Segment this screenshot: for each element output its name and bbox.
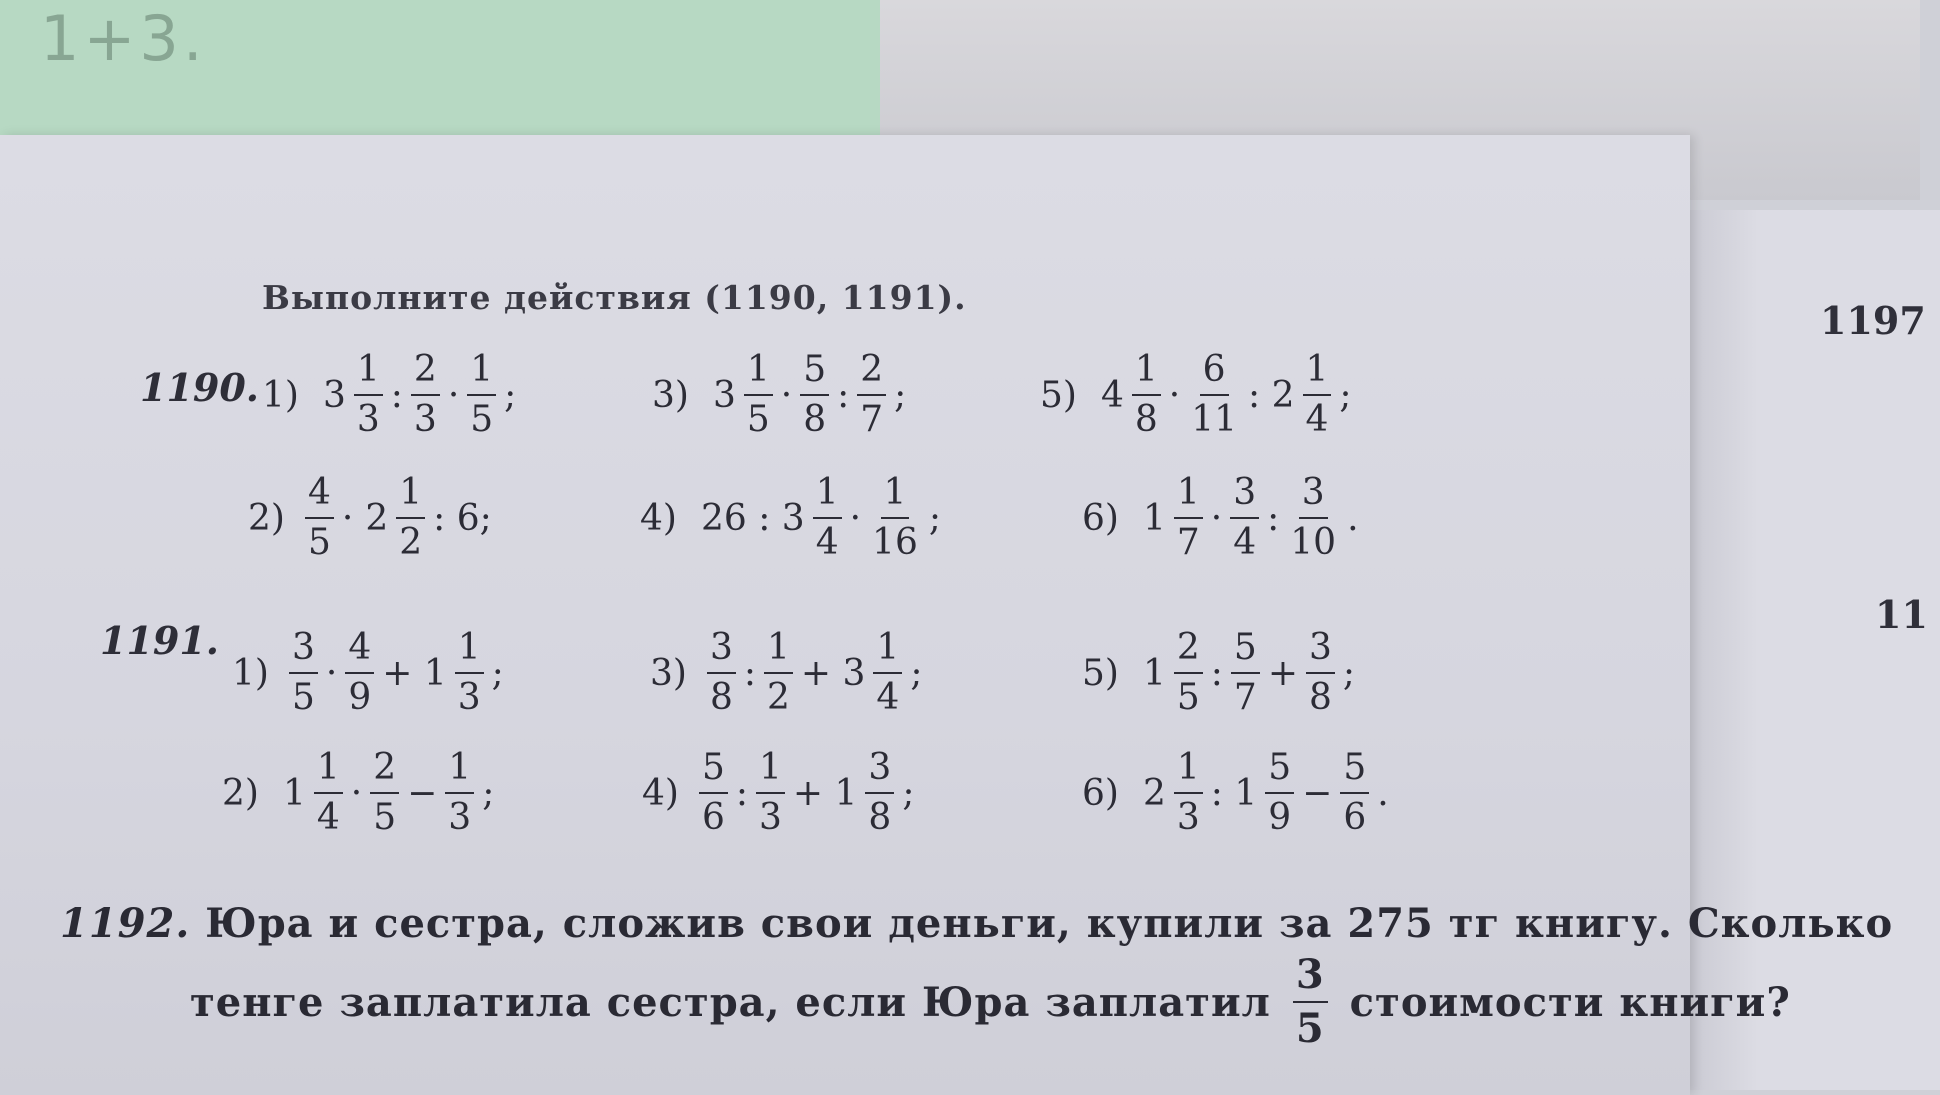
fraction-denominator: 3 bbox=[759, 797, 782, 838]
fraction-denominator: 11 bbox=[1191, 399, 1238, 440]
expr-1190-2 bbox=[248, 472, 498, 563]
fraction bbox=[1174, 747, 1203, 838]
fraction bbox=[445, 747, 474, 838]
fraction-numerator: 3 bbox=[289, 630, 318, 674]
expr-1190-4 bbox=[640, 472, 947, 563]
expression-term: + 1 bbox=[792, 772, 858, 814]
fraction-denominator: 4 bbox=[1305, 399, 1329, 440]
edge-number-1197: 1197 bbox=[1820, 298, 1926, 343]
item-label: 6) bbox=[1082, 497, 1119, 539]
fraction-numerator: 4 bbox=[345, 630, 374, 674]
expression-term: − bbox=[407, 772, 438, 814]
fraction bbox=[865, 747, 894, 838]
expression-term: 2 bbox=[365, 497, 389, 539]
expression-term: ; bbox=[910, 652, 923, 694]
expression-term: ; bbox=[504, 374, 517, 416]
expression-term: − bbox=[1302, 772, 1333, 814]
fraction-numerator: 1 bbox=[756, 750, 785, 794]
fraction bbox=[764, 627, 793, 718]
expr-1191-1 bbox=[232, 627, 510, 718]
expression-term: : bbox=[390, 374, 403, 416]
expr-1191-6 bbox=[1082, 747, 1395, 838]
expression-term: ; bbox=[902, 772, 915, 814]
expr-1191-4 bbox=[642, 747, 920, 838]
item-label: 3) bbox=[650, 652, 687, 694]
fraction-numerator: 1 bbox=[445, 750, 474, 794]
expression-term: + bbox=[1267, 652, 1298, 694]
expression-term: · bbox=[447, 374, 460, 416]
fraction-denominator: 7 bbox=[1233, 677, 1257, 718]
fraction bbox=[1340, 747, 1369, 838]
fraction-denominator: 9 bbox=[1268, 797, 1292, 838]
expr-1190-3 bbox=[652, 349, 912, 440]
fraction bbox=[345, 627, 374, 718]
expression-term: : 2 bbox=[1248, 374, 1295, 416]
expression-term: . bbox=[1347, 497, 1359, 539]
expression-term: · bbox=[849, 497, 862, 539]
fraction-numerator: 3 bbox=[1299, 475, 1328, 519]
fraction-denominator: 4 bbox=[815, 522, 839, 563]
fraction-denominator: 8 bbox=[709, 677, 733, 718]
fraction-numerator: 3 bbox=[707, 630, 736, 674]
fraction-numerator: 1 bbox=[744, 352, 773, 396]
expression-term: ; bbox=[1339, 374, 1352, 416]
fraction-numerator: 1 bbox=[396, 475, 425, 519]
expression-term: : 6; bbox=[433, 497, 492, 539]
fraction-numerator: 1 bbox=[455, 630, 484, 674]
expression-term: · bbox=[1210, 497, 1223, 539]
fraction-numerator: 5 bbox=[800, 352, 829, 396]
fraction-denominator: 5 bbox=[1176, 677, 1200, 718]
expression-term: 26 : 3 bbox=[700, 497, 805, 539]
section-heading: Выполните действия (1190, 1191). bbox=[262, 278, 967, 317]
fraction-denominator: 9 bbox=[348, 677, 372, 718]
fraction-denominator: 3 bbox=[413, 399, 437, 440]
expression-term: · bbox=[1168, 374, 1181, 416]
fraction-denominator: 7 bbox=[1176, 522, 1200, 563]
item-label: 2) bbox=[248, 497, 285, 539]
fraction bbox=[1132, 349, 1161, 440]
fraction-numerator: 1 bbox=[354, 352, 383, 396]
item-label: 5) bbox=[1040, 374, 1077, 416]
problem-1192-fraction bbox=[1293, 951, 1328, 1052]
item-label: 2) bbox=[222, 772, 259, 814]
fraction-denominator: 7 bbox=[860, 399, 884, 440]
expression-term: : bbox=[1267, 497, 1280, 539]
fraction-denominator: 6 bbox=[701, 797, 725, 838]
problem-1192-text-1: Юра и сестра, сложив свои деньги, купили за 275 тг книгу. Сколько bbox=[205, 900, 1894, 947]
fraction bbox=[305, 472, 334, 563]
fraction-numerator: 2 bbox=[857, 352, 886, 396]
fraction-denominator: 8 bbox=[803, 399, 827, 440]
fraction bbox=[411, 349, 440, 440]
item-label: 1) bbox=[232, 652, 269, 694]
fraction-denominator: 3 bbox=[457, 677, 481, 718]
fraction-denominator: 2 bbox=[399, 522, 423, 563]
fraction bbox=[1287, 472, 1339, 563]
problem-1191-number: 1191. bbox=[100, 618, 219, 663]
fraction-numerator: 2 bbox=[411, 352, 440, 396]
fraction-numerator: 2 bbox=[1174, 630, 1203, 674]
expression-term: : bbox=[735, 772, 748, 814]
fraction-denominator: 6 bbox=[1343, 797, 1367, 838]
fraction-numerator: 1 bbox=[467, 352, 496, 396]
fraction-denominator: 4 bbox=[876, 677, 900, 718]
expression-term: + 3 bbox=[800, 652, 866, 694]
fraction bbox=[314, 747, 343, 838]
item-label: 5) bbox=[1082, 652, 1119, 694]
expr-1190-6 bbox=[1082, 472, 1365, 563]
fraction-denominator: 8 bbox=[1308, 677, 1332, 718]
fraction bbox=[467, 349, 496, 440]
edge-number-11: 11 bbox=[1875, 592, 1928, 637]
expression-term: 3 bbox=[712, 374, 736, 416]
expr-1190-5 bbox=[1040, 349, 1358, 440]
problem-1192-text-2b: стоимости книги? bbox=[1349, 978, 1791, 1026]
item-label: 3) bbox=[652, 374, 689, 416]
fraction bbox=[744, 349, 773, 440]
fraction-denominator: 2 bbox=[767, 677, 790, 718]
expr-1191-2 bbox=[222, 747, 500, 838]
expression-term: 2 bbox=[1142, 772, 1166, 814]
fraction-numerator: 1 bbox=[1174, 750, 1203, 794]
expression-term: ; bbox=[894, 374, 907, 416]
fraction bbox=[707, 627, 736, 718]
fraction-denominator: 5 bbox=[307, 522, 331, 563]
fraction bbox=[396, 472, 425, 563]
fraction-numerator: 5 bbox=[699, 750, 728, 794]
fraction-numerator: 1 bbox=[873, 630, 902, 674]
item-label: 4) bbox=[642, 772, 679, 814]
expr-1190-1 bbox=[262, 349, 522, 440]
fraction-denominator: 10 bbox=[1290, 522, 1337, 563]
problem-1192-line2 bbox=[190, 951, 1791, 1052]
fraction-numerator: 1 bbox=[813, 475, 842, 519]
fraction bbox=[813, 472, 842, 563]
fraction-denominator: 3 bbox=[356, 399, 380, 440]
fraction-numerator: 3 bbox=[1293, 955, 1328, 1003]
problem-1192-text-2a: тенге заплатила сестра, если Юра заплатил bbox=[190, 978, 1271, 1026]
item-label: 1) bbox=[262, 374, 299, 416]
handwritten-note: 1+3. bbox=[40, 2, 207, 75]
fraction bbox=[857, 349, 886, 440]
expression-term: · bbox=[325, 652, 338, 694]
fraction bbox=[699, 747, 728, 838]
fraction-numerator: 6 bbox=[1200, 352, 1229, 396]
fraction bbox=[1188, 349, 1240, 440]
fraction-denominator: 4 bbox=[1233, 522, 1257, 563]
fraction bbox=[354, 349, 383, 440]
fraction-denominator: 16 bbox=[872, 522, 918, 563]
fraction bbox=[756, 747, 785, 838]
fraction bbox=[869, 472, 921, 563]
expression-term: : bbox=[837, 374, 850, 416]
expression-term: ; bbox=[491, 652, 504, 694]
fraction bbox=[1303, 349, 1332, 440]
expression-term: : bbox=[743, 652, 756, 694]
fraction bbox=[800, 349, 829, 440]
fraction-denominator: 3 bbox=[448, 797, 472, 838]
problem-1192-number: 1192. bbox=[60, 900, 191, 947]
fraction-denominator: 5 bbox=[1295, 1005, 1325, 1052]
fraction-denominator: 8 bbox=[868, 797, 892, 838]
fraction bbox=[1174, 472, 1203, 563]
fraction bbox=[1306, 627, 1335, 718]
expression-term: 4 bbox=[1100, 374, 1124, 416]
fraction-denominator: 4 bbox=[316, 797, 340, 838]
fraction-denominator: 5 bbox=[470, 399, 494, 440]
fraction bbox=[1230, 472, 1259, 563]
fraction-denominator: 5 bbox=[291, 677, 315, 718]
expression-term: · bbox=[350, 772, 363, 814]
fraction-denominator: 8 bbox=[1134, 399, 1158, 440]
expression-term: : bbox=[1210, 652, 1223, 694]
fraction bbox=[370, 747, 399, 838]
expr-1191-5 bbox=[1082, 627, 1361, 718]
fraction-numerator: 1 bbox=[881, 475, 910, 519]
fraction bbox=[1231, 627, 1260, 718]
problem-1190-number: 1190. bbox=[140, 365, 259, 410]
fraction-numerator: 5 bbox=[1231, 630, 1260, 674]
fraction-denominator: 5 bbox=[746, 399, 770, 440]
expression-term: · bbox=[341, 497, 354, 539]
fraction bbox=[873, 627, 902, 718]
expression-term: . bbox=[1377, 772, 1389, 814]
expression-term: ; bbox=[1342, 652, 1356, 694]
expression-term: 1 bbox=[282, 772, 306, 814]
fraction-numerator: 1 bbox=[764, 630, 793, 674]
fraction bbox=[455, 627, 484, 718]
expression-term: ; bbox=[482, 772, 495, 814]
fraction-denominator: 5 bbox=[373, 797, 397, 838]
fraction-numerator: 1 bbox=[1303, 352, 1332, 396]
problem-1192-line1 bbox=[60, 900, 1893, 947]
expression-term: · bbox=[780, 374, 793, 416]
fraction-numerator: 3 bbox=[1306, 630, 1335, 674]
item-label: 6) bbox=[1082, 772, 1119, 814]
fraction-numerator: 3 bbox=[1230, 475, 1259, 519]
fraction bbox=[1174, 627, 1203, 718]
fraction-numerator: 5 bbox=[1340, 750, 1369, 794]
fraction bbox=[1265, 747, 1294, 838]
expr-1191-3 bbox=[650, 627, 928, 718]
expression-term: 1 bbox=[1142, 652, 1166, 694]
expression-term: + 1 bbox=[382, 652, 447, 694]
expression-term: : 1 bbox=[1210, 772, 1258, 814]
fraction-numerator: 4 bbox=[305, 475, 334, 519]
fraction-numerator: 1 bbox=[1132, 352, 1161, 396]
fraction bbox=[289, 627, 318, 718]
fraction-numerator: 1 bbox=[314, 750, 343, 794]
expression-term: ; bbox=[928, 497, 941, 539]
fraction-numerator: 5 bbox=[1265, 750, 1294, 794]
expression-term: 1 bbox=[1142, 497, 1166, 539]
fraction-numerator: 2 bbox=[370, 750, 399, 794]
fraction-denominator: 3 bbox=[1176, 797, 1200, 838]
expression-term: 3 bbox=[322, 374, 346, 416]
fraction-numerator: 1 bbox=[1174, 475, 1203, 519]
fraction-numerator: 3 bbox=[865, 750, 894, 794]
item-label: 4) bbox=[640, 497, 677, 539]
